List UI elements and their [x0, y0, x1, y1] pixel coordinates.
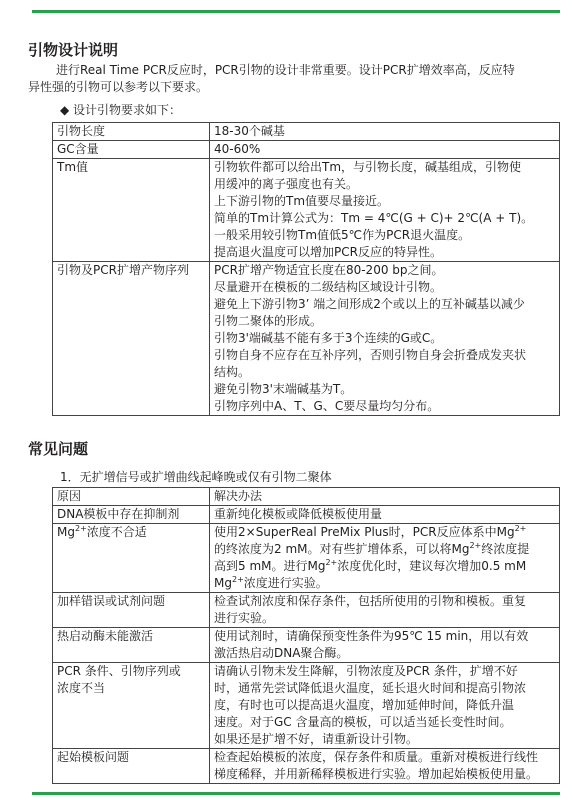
value-line: 用缓冲的离子强度也有关。 — [214, 177, 359, 191]
intro-paragraph — [28, 62, 558, 96]
value-line: 检查起始模板的浓度，保存条件和质量。重新对模板进行线性 — [214, 750, 539, 764]
text-part: 浓度进行实验。 — [243, 576, 328, 590]
value-line: 速度。对于GC 含量高的模板，可以适当延长变性时间。 — [214, 715, 512, 729]
row-key: 引物长度 — [53, 123, 210, 141]
value-line — [214, 558, 555, 575]
sup-part: 2+ — [469, 541, 482, 550]
table-row — [53, 749, 560, 784]
row-key: GC含量 — [53, 141, 210, 159]
row-value — [210, 159, 560, 262]
row-value — [210, 141, 560, 159]
value-line: 时，通常先尝试降低退火温度，延长退火时间和提高引物浓 — [214, 681, 527, 695]
row-value — [210, 749, 560, 784]
table-row — [53, 628, 560, 663]
section-title-faq: 常见问题 — [28, 440, 89, 458]
sup-part: 2+ — [514, 524, 527, 533]
value-line: 引物自身不应存在互补序列，否则引物自身会折叠成发夹状 — [214, 348, 527, 362]
table-row — [53, 262, 560, 416]
value-line — [214, 541, 555, 558]
text-part: 浓度优化时，建议每次增加0.5 mM — [337, 559, 527, 573]
row-value — [210, 593, 560, 628]
value-line — [214, 575, 555, 592]
value-line: 激活热启动DNA聚合酶。 — [214, 646, 349, 660]
value-line: 请确认引物未发生降解，引物浓度及PCR 条件，扩增不好 — [214, 664, 518, 678]
value-line: 避免上下游引物3’ 端之间形成2个或以上的互补碱基以减少 — [214, 297, 525, 311]
value-line: 提高退火温度可以增加PCR反应的特异性。 — [214, 245, 442, 259]
value-line: 使用试剂时，请确保预变性条件为95℃ 15 min，用以有效 — [214, 629, 529, 643]
value-line — [214, 524, 555, 541]
value-line: 引物二聚体的形成。 — [214, 314, 323, 328]
table-row — [53, 593, 560, 628]
row-key — [53, 524, 210, 593]
value-line: 简单的Tm计算公式为：Tm = 4℃(G + C)+ 2℃(A + T)。 — [214, 211, 534, 225]
bottom-rule — [32, 792, 560, 795]
row-value — [210, 506, 560, 524]
value-line: 度，有时也可以提高退火温度，增加延伸时间，降低升温 — [214, 698, 515, 712]
header-solution: 解决办法 — [210, 488, 560, 506]
table-header-row — [53, 488, 560, 506]
key-line: 浓度不当 — [57, 681, 106, 695]
intro-line-2: 异性强的引物可以参考以下要求。 — [28, 80, 209, 94]
header-cause: 原因 — [53, 488, 210, 506]
text-part: 终浓度提 — [481, 542, 530, 556]
text-part: 的终浓度为2 mM。对有些扩增体系，可以将Mg — [214, 542, 470, 556]
value-line: 引物序列中A、T、G、C要尽量均匀分布。 — [214, 399, 440, 413]
sup-part: 2+ — [325, 558, 338, 567]
row-value — [210, 262, 560, 416]
value-line: PCR扩增产物适宜长度在80-200 bp之间。 — [214, 263, 444, 277]
value-line: 结构。 — [214, 365, 251, 379]
text-part: 使用2×SuperReal PreMix Plus时，PCR反应体系中Mg — [214, 525, 515, 539]
value-line: 梯度稀释，并用新稀释模板进行实验。增加起始模板使用量。 — [214, 767, 539, 781]
row-key: 起始模板问题 — [53, 749, 210, 784]
row-key: 加样错误或试剂问题 — [53, 593, 210, 628]
row-value — [210, 524, 560, 593]
key-part: Mg — [57, 525, 75, 539]
intro-line-1: 进行Real Time PCR反应时，PCR引物的设计非常重要。设计PCR扩增效率高，反应特 — [56, 63, 515, 77]
troubleshooting-table — [52, 487, 560, 784]
row-key: Tm值 — [53, 159, 210, 262]
section-title-primer-design: 引物设计说明 — [28, 41, 119, 59]
requirements-bullet: ◆ 设计引物要求如下： — [60, 103, 182, 117]
value-line: 重新纯化模板或降低模板使用量 — [214, 507, 383, 521]
top-rule — [32, 10, 560, 13]
value-line: 尽量避开在模板的二级结构区域设计引物。 — [214, 280, 443, 294]
row-key: 热启动酶未能激活 — [53, 628, 210, 663]
value-line: 40-60% — [214, 142, 261, 156]
row-key: 引物及PCR扩增产物序列 — [53, 262, 210, 416]
table-row — [53, 159, 560, 262]
value-line: 引物软件都可以给出Tm，与引物长度，碱基组成，引物使 — [214, 160, 522, 174]
key-line: PCR 条件、引物序列或 — [57, 664, 181, 678]
value-line: 避免引物3'末端碱基为T。 — [214, 382, 353, 396]
row-value — [210, 663, 560, 749]
row-key: DNA模板中存在抑制剂 — [53, 506, 210, 524]
value-line: 上下游引物的Tm值要尽量接近。 — [214, 194, 390, 208]
key-sup: 2+ — [74, 524, 87, 533]
key-part: 浓度不合适 — [86, 525, 147, 539]
value-line: 如果还是扩增不好，请重新设计引物。 — [214, 732, 419, 746]
row-value — [210, 123, 560, 141]
table-row — [53, 123, 560, 141]
value-line: 检查试剂浓度和保存条件，包括所使用的引物和模板。重复 — [214, 594, 527, 608]
table-row — [53, 524, 560, 593]
faq-subtitle: 1．无扩增信号或扩增曲线起峰晚或仅有引物二聚体 — [60, 470, 332, 484]
primer-requirements-table — [52, 122, 560, 416]
value-line: 进行实验。 — [214, 611, 275, 625]
row-key — [53, 663, 210, 749]
table-row — [53, 663, 560, 749]
value-line: 18-30个碱基 — [214, 124, 285, 138]
sup-part: 2+ — [231, 575, 244, 584]
value-line: 引物3'端碱基不能有多于3个连续的G或C。 — [214, 331, 443, 345]
text-part: 高到5 mM。进行Mg — [214, 559, 326, 573]
table-row — [53, 506, 560, 524]
text-part: Mg — [214, 576, 232, 590]
table-row — [53, 141, 560, 159]
value-line: 一般采用较引物Tm值低5℃作为PCR退火温度。 — [214, 228, 471, 242]
row-value — [210, 628, 560, 663]
